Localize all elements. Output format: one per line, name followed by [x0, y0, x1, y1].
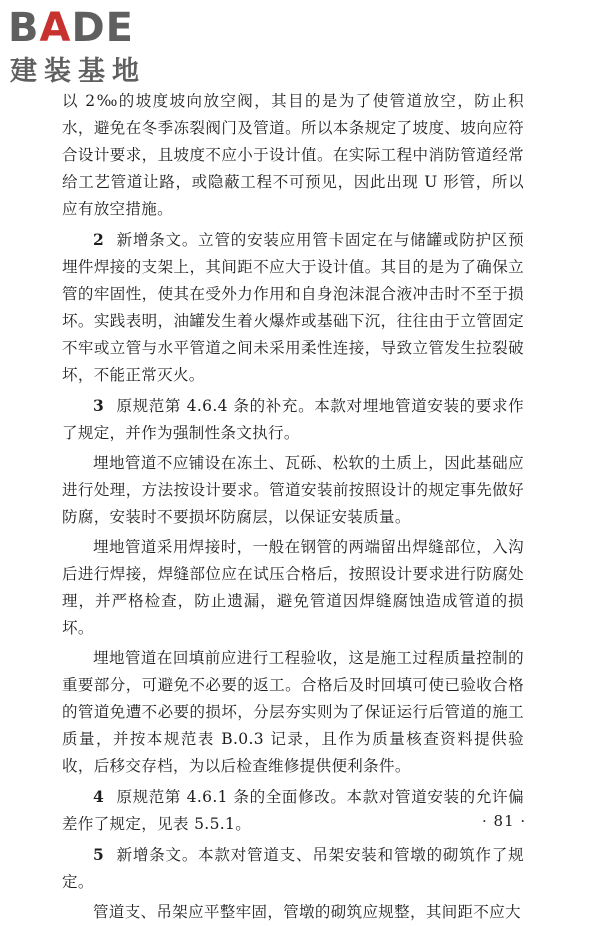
bade-logo [8, 6, 178, 90]
logo-accent-letter: A [39, 5, 72, 51]
paragraph-3: 3 原规范第 4.6.4 条的补充。本款对埋地管道安装的要求作了规定，并作为强制性条文执行。 [62, 396, 524, 442]
paragraph-9: 管道支、吊架应平整牢固，管墩的砌筑应规整，其间距不应大 [93, 903, 521, 921]
paragraph-1: 以 2‰的坡度坡向放空阀，其目的是为了使管道放空，防止积水，避免在冬季冻裂阀门及管道。所以本条规定了坡度、坡向应符合设计要求，且坡度不应小于设计值。在实际工程中消防管道经常给工艺管道让路，或隐蔽工程不可预见，因此出现 U 形管，所以应有放空措施。 [62, 92, 524, 218]
item-number: 2 [93, 230, 105, 249]
paragraph-6: 埋地管道在回填前应进行工程验收，这是施工过程质量控制的重要部分，可避免不必要的返工。合格后及时回填可使已验收合格的管道免遭不必要的损坏，分层夯实则为了保证运行后管道的施工质量，并按本规范表 B.0.3 记录，且作为质量核查资料提供验收，后移交存档，为以后检查维修提供便利条件。 [62, 649, 524, 775]
paragraph-8: 5 新增条文。本款对管道支、吊架安装和管墩的砌筑作了规定。 [62, 845, 524, 891]
paragraph-4: 埋地管道不应铺设在冻土、瓦砾、松软的土质上，因此基础应进行处理，方法按设计要求。管道安装前按照设计的规定事先做好防腐，安装时不要损坏防腐层，以保证安装质量。 [62, 454, 524, 526]
logo-subtitle: 建装基地 [10, 56, 146, 87]
page-number: · 81 · [482, 812, 527, 830]
item-number: 5 [93, 845, 105, 864]
item-number: 4 [93, 787, 105, 806]
paragraph-7: 4 原规范第 4.6.1 条的全面修改。本款对管道安装的允许偏差作了规定，见表 5.5.1。 [62, 787, 524, 833]
item-number: 3 [93, 396, 105, 415]
logo-wordmark: BADE [8, 5, 134, 51]
document-body [62, 88, 527, 926]
paragraph-2: 2 新增条文。立管的安装应用管卡固定在与储罐或防护区预埋件焊接的支架上，其间距不应大于设计值。其目的是为了确保立管的牢固性，使其在受外力作用和自身泡沫混合液冲击时不至于损坏。实践表明，油罐发生着火爆炸或基础下沉，往往由于立管固定不牢或立管与水平管道之间未采用柔性连接，导致立管发生拉裂破坏，不能正常灭火。 [62, 230, 524, 384]
paragraph-5: 埋地管道采用焊接时，一般在钢管的两端留出焊缝部位，入沟后进行焊接，焊缝部位应在试压合格后，按照设计要求进行防腐处理，并严格检查，防止遗漏，避免管道因焊缝腐蚀造成管道的损坏。 [62, 538, 524, 637]
